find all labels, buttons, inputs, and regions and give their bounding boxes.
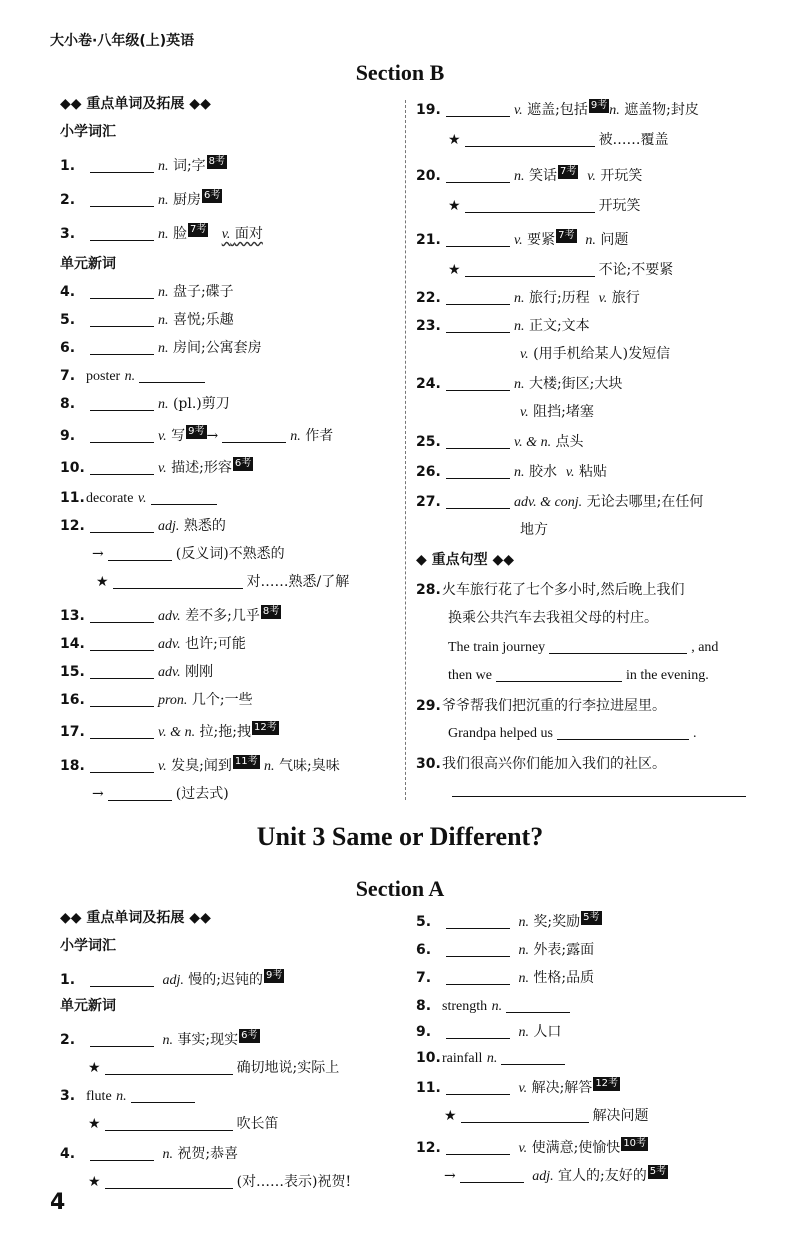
exam-badge: 7考 — [559, 166, 577, 177]
answer-blank[interactable] — [465, 198, 595, 213]
vocab-item-a4: 4. n. 祝贺;恭喜 — [60, 1146, 239, 1162]
vocab-item-15: 15. adv. 刚刚 — [60, 664, 214, 680]
answer-blank[interactable] — [446, 970, 510, 985]
answer-blank[interactable] — [90, 192, 154, 207]
star-icon: ★ — [88, 1174, 101, 1190]
vocab-heading: ◆◆ 重点单词及拓展 ◆◆ — [60, 910, 211, 926]
answer-blank[interactable] — [496, 667, 622, 682]
vocab-item-23: 23. n. 正文;文本 — [416, 318, 590, 334]
sentence-30-cn: 30.我们很高兴你们能加入我们的社区。 — [416, 756, 666, 772]
answer-blank[interactable] — [90, 972, 154, 987]
answer-blank[interactable] — [557, 725, 689, 740]
answer-blank[interactable] — [90, 1032, 154, 1047]
answer-blank[interactable] — [108, 786, 172, 801]
answer-blank[interactable] — [446, 168, 510, 183]
page-header: 大小卷·八年级(上)英语 — [50, 33, 195, 49]
answer-blank[interactable] — [90, 758, 154, 773]
vocab-item-a6: 6. n. 外表;露面 — [416, 942, 595, 958]
vocab-item-16: 16. pron. 几个;一些 — [60, 692, 253, 708]
vocab-item-9: 9. v. 写 9考 → n. 作者 — [60, 426, 334, 444]
answer-blank[interactable] — [446, 232, 510, 247]
answer-blank[interactable] — [446, 464, 510, 479]
star-icon: ★ — [448, 198, 461, 214]
vocab-item-17: 17. v. & n. 拉;拖;拽 12考 — [60, 722, 277, 740]
exam-badge: 10考 — [623, 1138, 647, 1149]
vocab-item-a2-phrase: ★ 确切地说;实际上 — [88, 1060, 340, 1076]
vocab-item-a12: 12. v. 使满意;使愉快 10考 — [416, 1138, 647, 1156]
answer-blank[interactable] — [90, 636, 154, 651]
answer-blank[interactable] — [151, 490, 217, 505]
vocab-item-3: 3. n. 脸 7考 v. 面对 — [60, 224, 263, 242]
answer-blank[interactable] — [90, 340, 154, 355]
exam-badge: 9考 — [188, 426, 205, 437]
exam-badge: 11考 — [234, 756, 258, 767]
vocab-item-6: 6. n. 房间;公寓套房 — [60, 340, 262, 356]
answer-blank[interactable] — [446, 1080, 510, 1095]
vocab-item-12-phrase: ★ 对……熟悉/了解 — [96, 574, 350, 590]
answer-blank[interactable] — [446, 290, 510, 305]
answer-blank[interactable] — [446, 942, 510, 957]
answer-blank[interactable] — [105, 1060, 233, 1075]
answer-blank[interactable] — [90, 664, 154, 679]
vocab-item-a5: 5. n. 奖;奖励 5考 — [416, 912, 600, 930]
vocab-item-23-verb: v. (用手机给某人)发短信 — [520, 346, 671, 362]
answer-blank[interactable] — [446, 494, 510, 509]
vocab-item-a1: 1. adj. 慢的;迟钝的 9考 — [60, 970, 283, 988]
vocab-item-19-phrase: ★ 被……覆盖 — [448, 132, 669, 148]
page-number: 4 — [50, 1190, 66, 1215]
vocab-item-5: 5. n. 喜悦;乐趣 — [60, 312, 234, 328]
vocab-item-26: 26. n. 胶水 v. 粘贴 — [416, 464, 607, 480]
vocab-item-a4-phrase: ★ (对……表示)祝贺! — [88, 1174, 352, 1190]
vocab-item-18-past: → (过去式) — [92, 786, 229, 802]
vocab-item-a7: 7. n. 性格;品质 — [416, 970, 595, 986]
section-a-title: Section A — [355, 876, 445, 901]
answer-blank[interactable] — [131, 1088, 195, 1103]
sentence-28-cn1: 28.火车旅行花了七个多小时,然后晚上我们 — [416, 582, 685, 598]
answer-blank[interactable] — [90, 312, 154, 327]
column-divider — [405, 100, 406, 800]
answer-blank[interactable] — [90, 692, 154, 707]
vocab-item-1: 1. n. 词;字 8考 — [60, 156, 226, 174]
sentence-28-en1: The train journey , and — [448, 640, 719, 655]
vocab-item-14: 14. adv. 也许;可能 — [60, 636, 246, 652]
vocab-item-a11: 11. v. 解决;解答 12考 — [416, 1078, 619, 1096]
vocab-item-7: 7. poster n. — [60, 364, 209, 388]
vocab-item-a3-phrase: ★ 吹长笛 — [88, 1116, 279, 1132]
vocab-item-18: 18. v. 发臭;闻到 11考 n. 气味;臭味 — [60, 756, 340, 774]
vocab-item-10: 10. v. 描述;形容 6考 — [60, 458, 252, 476]
exam-badge: 6考 — [203, 190, 221, 201]
answer-blank[interactable] — [90, 1146, 154, 1161]
vocab-item-a10: 10.rainfall n. — [416, 1046, 569, 1070]
vocab-item-24: 24. n. 大楼;街区;大块 — [416, 376, 623, 392]
answer-blank[interactable] — [549, 639, 687, 654]
vocab-item-2: 2. n. 厨房 6考 — [60, 190, 221, 208]
star-icon: ★ — [444, 1108, 457, 1124]
answer-blank[interactable] — [506, 998, 570, 1013]
answer-blank[interactable] — [446, 1140, 510, 1155]
vocab-item-21-phrase: ★ 不论;不要紧 — [448, 262, 674, 278]
vocab-item-22: 22. n. 旅行;历程 v. 旅行 — [416, 290, 640, 306]
star-icon: ★ — [88, 1060, 101, 1076]
answer-blank[interactable] — [90, 428, 154, 443]
answer-blank[interactable] — [465, 132, 595, 147]
answer-blank[interactable] — [90, 284, 154, 299]
answer-blank[interactable] — [501, 1050, 565, 1065]
exam-badge: 5考 — [649, 1166, 667, 1177]
answer-blank[interactable] — [461, 1108, 589, 1123]
vocab-item-12: 12. adj. 熟悉的 — [60, 518, 226, 534]
answer-blank[interactable] — [90, 460, 154, 475]
answer-blank[interactable] — [90, 396, 154, 411]
exam-badge: 7考 — [189, 224, 207, 235]
vocab-item-11: 11.decorate v. — [60, 486, 221, 510]
sentence-30-answer — [448, 778, 750, 802]
vocab-item-8: 8. n. (pl.)剪刀 — [60, 396, 230, 412]
answer-blank[interactable] — [446, 102, 510, 117]
star-icon: ★ — [88, 1116, 101, 1132]
vocab-item-13: 13. adv. 差不多;几乎 8考 — [60, 606, 280, 624]
vocab-item-a9: 9. n. 人口 — [416, 1024, 562, 1040]
vocab-item-a3: 3. flute n. — [60, 1084, 199, 1108]
exam-badge: 7考 — [558, 230, 575, 241]
answer-blank[interactable] — [460, 1168, 524, 1183]
star-icon: ★ — [448, 262, 461, 278]
answer-blank[interactable] — [222, 428, 286, 443]
vocab-heading: ◆◆ 重点单词及拓展 ◆◆ — [60, 96, 211, 112]
exam-badge: 9考 — [590, 100, 608, 111]
answer-blank[interactable] — [90, 226, 154, 241]
vocab-item-25: 25. v. & n. 点头 — [416, 434, 584, 450]
answer-blank[interactable] — [446, 434, 510, 449]
sentence-29-cn: 29.爷爷帮我们把沉重的行李拉进屋里。 — [416, 698, 666, 714]
exam-badge: 6考 — [234, 458, 252, 469]
section-b-title: Section B — [355, 60, 445, 85]
vocab-item-19: 19. v. 遮盖;包括 9考 n. 遮盖物;封皮 — [416, 100, 699, 118]
vocab-item-a11-phrase: ★ 解决问题 — [444, 1108, 649, 1124]
answer-blank[interactable] — [113, 574, 243, 589]
primary-vocab-label: 小学词汇 — [60, 124, 116, 140]
answer-blank[interactable] — [446, 376, 510, 391]
answer-blank[interactable] — [90, 608, 154, 623]
answer-blank[interactable] — [465, 262, 595, 277]
sentence-heading: ◆ 重点句型 ◆◆ — [416, 552, 515, 568]
vocab-item-21: 21. v. 要紧 7考 n. 问题 — [416, 230, 629, 248]
vocab-item-27: 27. adv. & conj. 无论去哪里;在任何 — [416, 494, 704, 510]
vocab-item-12-antonym: → (反义词)不熟悉的 — [92, 546, 285, 562]
vocab-item-a2: 2. n. 事实;现实 6考 — [60, 1030, 258, 1048]
vocab-item-20-phrase: ★ 开玩笑 — [448, 198, 641, 214]
exam-badge: 5考 — [583, 912, 600, 923]
vocab-item-a12-adj: → adj. 宜人的;友好的 5考 — [444, 1166, 667, 1184]
answer-blank[interactable] — [446, 318, 510, 333]
answer-blank[interactable] — [90, 518, 154, 533]
star-icon: ★ — [448, 132, 461, 148]
answer-blank[interactable] — [446, 914, 510, 929]
vocab-item-4: 4. n. 盘子;碟子 — [60, 284, 234, 300]
sentence-28-en2: then we in the evening. — [448, 668, 709, 683]
vocab-item-27-cont: 地方 — [520, 522, 548, 538]
answer-blank[interactable] — [90, 724, 154, 739]
answer-blank[interactable] — [446, 1024, 510, 1039]
answer-blank[interactable] — [105, 1116, 233, 1131]
vocab-item-20: 20. n. 笑话 7考 v. 开玩笑 — [416, 166, 643, 184]
star-icon: ★ — [96, 574, 109, 590]
exam-badge: 9考 — [266, 970, 283, 981]
answer-blank[interactable] — [108, 546, 172, 561]
answer-blank[interactable] — [105, 1174, 233, 1189]
vocab-item-24-verb: v. 阻挡;堵塞 — [520, 404, 594, 420]
unit-words-label: 单元新词 — [60, 998, 116, 1014]
exam-badge: 8考 — [208, 156, 226, 167]
answer-blank[interactable] — [452, 782, 746, 797]
sentence-29-en: Grandpa helped us . — [448, 726, 697, 741]
exam-badge: 8考 — [262, 606, 280, 617]
unit-words-label: 单元新词 — [60, 256, 116, 272]
unit-title: Unit 3 Same or Different? — [256, 822, 544, 851]
answer-blank[interactable] — [90, 158, 154, 173]
exam-badge: 12考 — [595, 1078, 619, 1089]
sentence-28-cn2: 换乘公共汽车去我祖父母的村庄。 — [448, 610, 658, 626]
exam-badge: 12考 — [253, 722, 277, 733]
primary-vocab-label: 小学词汇 — [60, 938, 116, 954]
vocab-item-a8: 8. strength n. — [416, 994, 574, 1018]
exam-badge: 6考 — [241, 1030, 258, 1041]
answer-blank[interactable] — [139, 368, 205, 383]
